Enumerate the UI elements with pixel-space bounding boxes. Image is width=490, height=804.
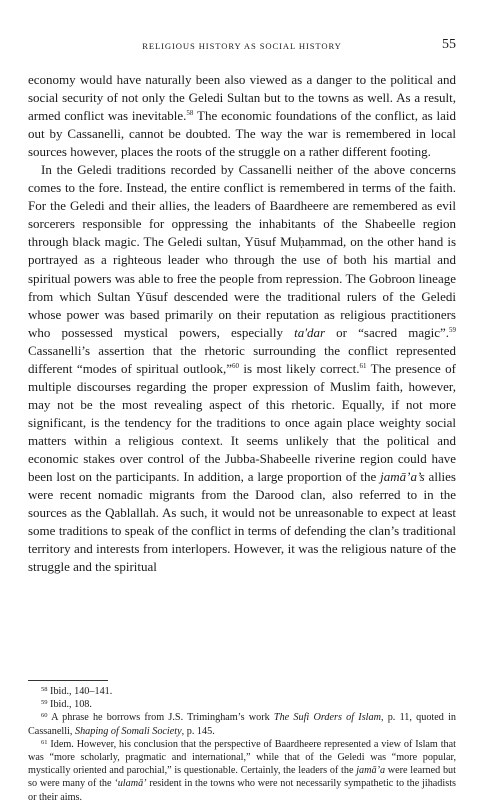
footnote-text: Idem. However, his conclusion that the perspective of Baardheere represented a view of Islam that was “more scholarly, pragmatic and international,” while that of the Geledi was “more popular, mystically oriented and parochial,” is questionable. Certainly, the leaders of the [28, 738, 456, 777]
text-run: or “sacred magic”. [325, 324, 449, 340]
footnote-text: were learned but so were many of the [28, 765, 456, 790]
italic-term: ‘ulamā’ [114, 778, 147, 790]
footnote-number: 59 [41, 699, 48, 707]
footnote-number: 60 [41, 712, 48, 720]
footnote-60 [28, 711, 456, 737]
page-number: 55 [442, 37, 456, 52]
footnote-59 [28, 698, 456, 711]
footnote-text: A phrase he borrows from J.S. Trimingham’s work [47, 712, 274, 724]
footnote-ref-60[interactable]: 60 [232, 361, 240, 370]
footnote-text: resident in the towns who were not necessarily sympathetic to the jihadists or their aims. [28, 778, 456, 803]
footnote-number: 61 [41, 738, 48, 746]
footnote-ref-58[interactable]: 58 [186, 109, 194, 118]
footnote-ref-61[interactable]: 61 [359, 361, 367, 370]
text-run: economy would have naturally been also viewed as a danger to the political and social security of not only the Geledi Sultan but to the towns as well. As a result, armed conflict was inevitable. [28, 72, 456, 124]
text-run: allies were recent nomadic migrants from the Darood clan, also referred to in the sources as the Qablallah. As such, it would not be unreasonable to expect at least some traditions to speak of the conflict in terms of defending the clan’s traditional territory and interests from interlopers. However, it was the religious nature of the struggle and the spiritual [28, 469, 456, 575]
page-header [28, 37, 456, 57]
footnote-text: , p. 11, quoted in Cassanelli, [28, 712, 457, 737]
italic-term: jamā’a’s [380, 469, 425, 485]
italic-term: ta'dar [294, 324, 326, 340]
text-run: The presence of multiple discourses regarding the proper expression of Muslim faith, however, may not be the most revealing aspect of this rhetoric. Equally, if not more significant, is the tendency for the traditions to once again place weighty social matters within a religious context. It seems unlikely that the political and economic stakes over control of the Jubba-Shabeelle riverine region could have been lost on the participants. In addition, a large proportion of the [28, 360, 456, 485]
footnote-number: 58 [41, 686, 48, 693]
body-text [28, 71, 456, 576]
running-head: RELIGIOUS HISTORY AS SOCIAL HISTORY [142, 41, 342, 51]
footnotes [28, 685, 456, 804]
footnote-ref-59[interactable]: 59 [449, 325, 456, 334]
text-run: Cassanelli’s assertion that the rhetoric surrounding the conflict represented different “modes of spiritual outlook,” [28, 342, 456, 376]
text-run: In the Geledi traditions recorded by Cassanelli neither of the above concerns comes to the fore. Instead, the entire conflict is remembered in terms of the faith. For the Geledi and their allies, the leaders of Baardheere are remembered as evil sorcerers responsible for oppressing the inhabitants of the Shabeelle region through black magic. The Geledi sultan, Yūsuf Muḥammad, on the other hand is portrayed as a righteous leader who through the use of both his martial and spiritual powers was able to free the people from repression. The Gobroon lineage from which Sultan Yūsuf descended were the traditional rulers of the Geledi whose power was based primarily on their reputation as religious practitioners who possessed mystical powers, especially [28, 162, 456, 340]
footnote-61 [28, 738, 456, 804]
footnote-divider [28, 680, 108, 681]
text-run: The economic foundations of the conflict, as laid out by Cassanelli, cannot be doubted. The way the war is remembered in local sources however, places the roots of the struggle on a rather different footing. [28, 108, 456, 160]
italic-term: jamā’a [356, 765, 386, 777]
italic-title: The Sufi Orders of Islam [273, 712, 381, 724]
footnote-text: , p. 145. [181, 725, 215, 737]
italic-title: Shaping of Somali Society [74, 725, 182, 737]
footnote-text: Ibid., 140–141. [47, 686, 113, 697]
paragraph-2 [28, 161, 456, 576]
text-run: is most likely correct. [239, 360, 360, 376]
paragraph-1 [28, 71, 456, 161]
footnote-text: Ibid., 108. [47, 699, 92, 711]
footnote-58 [28, 685, 456, 698]
